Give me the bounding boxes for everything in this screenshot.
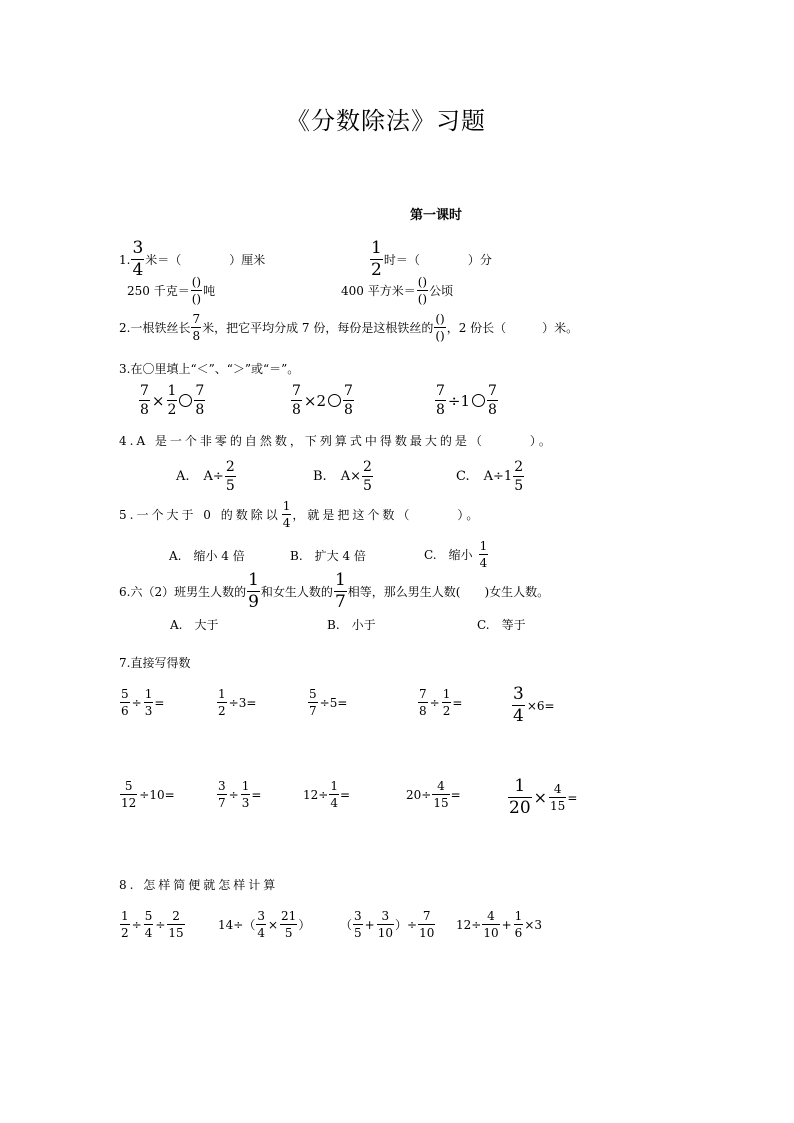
fraction: $\frac{7}{10}$ — [419, 909, 435, 940]
fraction: $\frac{4}{15}$ — [550, 782, 566, 813]
fraction: $\frac{4}{10}$ — [483, 909, 499, 940]
q6-post: 相等，那么男生人数( )女生人数。 — [347, 585, 550, 599]
operator: ÷ — [429, 695, 440, 710]
expr-pre: 14÷（ — [218, 918, 256, 932]
fraction: $\frac{2}{5}$ — [362, 459, 372, 494]
option-label: A. — [176, 469, 190, 484]
expr-post: ×3 — [524, 917, 543, 932]
option-label: C. — [456, 469, 470, 484]
question-6 — [119, 572, 549, 611]
q3-expression-3 — [434, 384, 499, 417]
q1-a-text: 米＝（ ）厘米 — [145, 253, 266, 267]
q7-item-10 — [507, 778, 577, 817]
q6-option-a[interactable]: A. 大于 — [170, 618, 219, 632]
fraction: $\frac{7}{8}$ — [192, 312, 201, 343]
question-2 — [119, 313, 578, 342]
equals: = — [251, 787, 262, 802]
equals: = — [339, 787, 351, 802]
question-5 — [119, 500, 481, 529]
q1-part-c — [127, 276, 215, 305]
q1-c-post: 吨 — [203, 284, 216, 298]
q8-expression-4 — [456, 910, 542, 939]
fraction: $\frac{1}{2}$ — [121, 909, 129, 940]
fraction: $\frac{()}{()}$ — [417, 275, 428, 306]
expr-pre: （ — [340, 918, 353, 932]
operator: ÷5= — [319, 695, 348, 710]
fraction: $\frac{2}{15}$ — [168, 909, 184, 940]
compare-circle[interactable] — [472, 394, 485, 407]
operator: ÷ — [155, 917, 166, 932]
lesson-subtitle: 第一课时 — [410, 208, 463, 223]
equals: = — [567, 790, 578, 805]
operator: + — [501, 917, 512, 932]
q7-item-5 — [511, 686, 556, 725]
q1-part-d — [341, 276, 453, 305]
fraction: $\frac{3}{4}$ — [513, 684, 524, 726]
q2-post: ，2 份长（ ）米。 — [446, 321, 579, 335]
q6-mid: 和女生人数的 — [260, 585, 333, 599]
q5-option-a[interactable]: A. 缩小 4 倍 — [169, 549, 245, 563]
operator: ÷ — [228, 787, 239, 802]
question-7: 7.直接写得数 — [119, 656, 191, 670]
q5-post: ，就是把这个数（ ）。 — [292, 508, 482, 522]
option-text: C. 缩小 — [424, 548, 473, 562]
fraction: $\frac{7}{8}$ — [488, 383, 497, 418]
expr-mid: ）÷ — [395, 918, 418, 932]
q7-item-6 — [119, 780, 176, 809]
q8-expression-1 — [119, 910, 186, 939]
fraction: $\frac{1}{6}$ — [514, 909, 523, 940]
operator: × — [267, 917, 279, 932]
question-4: 4.A 是一个非零的自然数，下列算式中得数最大的是（ ）。 — [119, 434, 554, 448]
question-8: 8. 怎样简便就怎样计算 — [119, 878, 279, 892]
operator: ×2 — [303, 391, 327, 410]
operator: ×6= — [526, 698, 555, 713]
q1-d-post: 公顷 — [429, 284, 454, 298]
fraction: $\frac{1}{4}$ — [282, 499, 291, 530]
operator: ÷ — [131, 695, 142, 710]
fraction: $\frac{1}{2}$ — [442, 687, 451, 718]
q7-item-3 — [307, 688, 348, 717]
fraction: $\frac{3}{4}$ — [257, 909, 265, 940]
fraction: $\frac{5}{7}$ — [309, 687, 317, 718]
equals: = — [154, 695, 165, 710]
fraction: $\frac{7}{8}$ — [419, 687, 427, 718]
fraction: $\frac{1}{2}$ — [218, 687, 226, 718]
fraction: $\frac{3}{4}$ — [132, 238, 144, 280]
q7-item-9 — [406, 780, 461, 809]
compare-circle[interactable] — [179, 394, 192, 407]
q6-pre: 6.六（2）班男生人数的 — [119, 585, 247, 599]
fraction: $\frac{2}{5}$ — [225, 459, 235, 494]
q1-part-b — [369, 240, 492, 279]
q4-option-b[interactable] — [313, 460, 374, 493]
fraction: $\frac{3}{5}$ — [354, 909, 362, 940]
operator: ÷ — [131, 917, 142, 932]
equals: = — [452, 695, 463, 710]
q1-c-pre: 250 千克＝ — [127, 284, 190, 298]
page-title: 《分数除法》习题 — [286, 107, 486, 135]
q6-option-b[interactable]: B. 小于 — [327, 618, 376, 632]
fraction: $\frac{5}{4}$ — [144, 909, 153, 940]
q1-d-pre: 400 平方米＝ — [341, 284, 416, 298]
q1-number: 1. — [119, 252, 131, 267]
q7-item-1 — [119, 688, 164, 717]
question-3: 3.在〇里填上“＜”、“＞”或“＝”。 — [119, 362, 300, 376]
q7-item-8 — [303, 780, 350, 809]
q7-item-2 — [216, 688, 257, 717]
q2-mid: 米，把它平均分成 7 份，每份是这根铁丝的 — [202, 321, 434, 335]
fraction: $\frac{1}{4}$ — [479, 539, 488, 570]
fraction: $\frac{1}{20}$ — [509, 776, 531, 818]
option-expr: A÷ — [203, 469, 224, 484]
option-expr: A× — [340, 469, 361, 484]
operator: × — [533, 788, 548, 807]
option-expr: A÷1 — [483, 469, 513, 484]
operator: ÷1 — [447, 391, 471, 410]
q8-expression-3 — [340, 910, 436, 939]
fraction: $\frac{4}{15}$ — [433, 779, 449, 810]
fraction: $\frac{()}{()}$ — [191, 275, 202, 306]
fraction: $\frac{7}{8}$ — [195, 383, 205, 418]
fraction: $\frac{3}{10}$ — [377, 909, 393, 940]
q3-expression-1 — [138, 384, 206, 417]
q6-option-c[interactable]: C. 等于 — [477, 618, 526, 632]
q4-option-a[interactable] — [176, 460, 237, 493]
fraction: $\frac{7}{8}$ — [436, 383, 445, 418]
q5-pre: 5.一个大于 0 的数除以 — [119, 508, 281, 522]
compare-circle[interactable] — [328, 394, 341, 407]
expr-pre: 12÷ — [456, 917, 482, 932]
operator: + — [364, 917, 375, 932]
q5-option-c[interactable] — [424, 540, 489, 569]
fraction: $\frac{5}{6}$ — [121, 687, 129, 718]
fraction: $\frac{2}{5}$ — [514, 459, 524, 494]
equals: = — [450, 787, 461, 802]
fraction: $\frac{7}{8}$ — [140, 383, 149, 418]
operator: ÷10= — [139, 787, 175, 802]
q8-expression-2 — [218, 910, 310, 939]
q4-option-c[interactable] — [456, 460, 525, 493]
operator: × — [151, 391, 165, 410]
q3-expression-2 — [290, 384, 355, 417]
q2-pre: 2.一根铁丝长 — [119, 321, 191, 335]
q7-item-7 — [216, 780, 261, 809]
fraction: $\frac{1}{2}$ — [167, 383, 177, 418]
expr-pre: 20÷ — [406, 787, 432, 802]
fraction: $\frac{1}{3}$ — [241, 779, 250, 810]
fraction: $\frac{1}{7}$ — [334, 570, 346, 612]
option-label: B. — [313, 469, 327, 484]
fraction: $\frac{21}{5}$ — [281, 909, 297, 940]
fraction: $\frac{1}{2}$ — [371, 238, 382, 280]
expr-post: ） — [298, 918, 311, 932]
q1-part-a — [119, 240, 265, 279]
operator: ÷3= — [228, 695, 257, 710]
expr-pre: 12÷ — [303, 787, 329, 802]
fraction: $\frac{3}{7}$ — [218, 779, 226, 810]
fraction: $\frac{5}{12}$ — [121, 779, 137, 810]
fraction: $\frac{()}{()}$ — [435, 312, 445, 343]
fraction: $\frac{7}{8}$ — [292, 383, 301, 418]
q7-item-4 — [417, 688, 462, 717]
fraction: $\frac{1}{9}$ — [248, 570, 259, 612]
fraction: $\frac{1}{3}$ — [144, 687, 153, 718]
q5-option-b[interactable]: B. 扩大 4 倍 — [290, 549, 366, 563]
q1-b-text: 时＝（ ）分 — [383, 253, 492, 267]
fraction: $\frac{1}{4}$ — [330, 779, 338, 810]
fraction: $\frac{7}{8}$ — [344, 383, 353, 418]
